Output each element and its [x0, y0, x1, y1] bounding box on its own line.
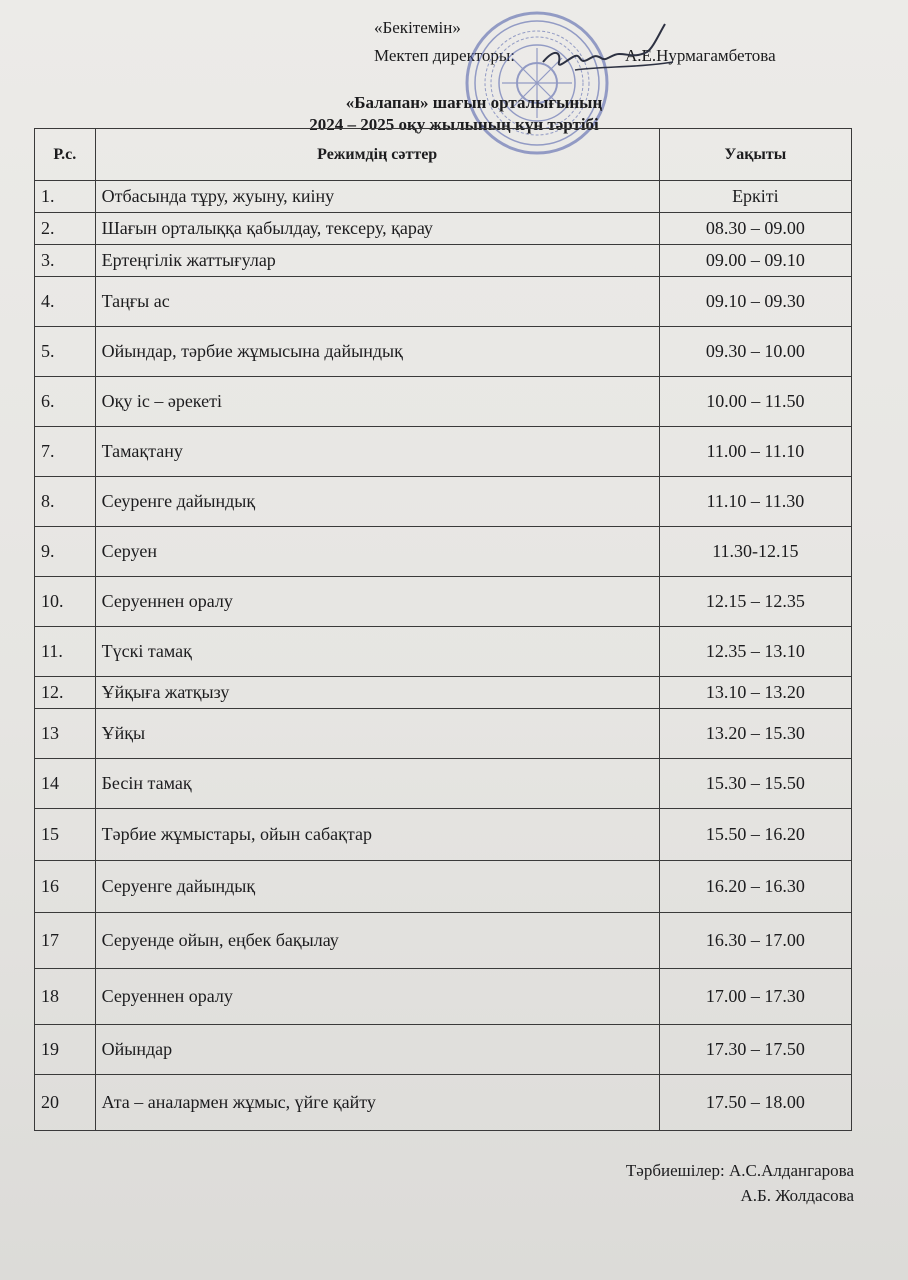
row-activity: Серуеннен оралу	[95, 969, 659, 1025]
table-row	[35, 809, 852, 861]
row-num: 2.	[35, 213, 96, 245]
row-time: 17.00 – 17.30	[659, 969, 851, 1025]
row-time: 15.50 – 16.20	[659, 809, 851, 861]
row-time: 13.10 – 13.20	[659, 677, 851, 709]
row-activity: Ата – аналармен жұмыс, үйге қайту	[95, 1075, 659, 1131]
row-time: 11.10 – 11.30	[659, 477, 851, 527]
row-activity: Ұйқыға жатқызу	[95, 677, 659, 709]
row-time: 12.35 – 13.10	[659, 627, 851, 677]
row-num: 7.	[35, 427, 96, 477]
row-time: 17.30 – 17.50	[659, 1025, 851, 1075]
teachers-line-2: А.Б. Жолдасова	[740, 1186, 854, 1205]
row-activity: Серуенге дайындық	[95, 861, 659, 913]
table-row	[35, 427, 852, 477]
row-time: 10.00 – 11.50	[659, 377, 851, 427]
row-num: 16	[35, 861, 96, 913]
row-activity: Отбасында тұру, жуыну, киіну	[95, 181, 659, 213]
row-time: 11.30-12.15	[659, 527, 851, 577]
row-num: 8.	[35, 477, 96, 527]
row-num: 17	[35, 913, 96, 969]
table-row	[35, 861, 852, 913]
row-time: 13.20 – 15.30	[659, 709, 851, 759]
row-num: 6.	[35, 377, 96, 427]
table-row	[35, 327, 852, 377]
table-row	[35, 709, 852, 759]
header-activity: Режимдің сәттер	[95, 129, 659, 181]
row-activity: Ұйқы	[95, 709, 659, 759]
row-activity: Оқу іс – әрекеті	[95, 377, 659, 427]
row-time: 15.30 – 15.50	[659, 759, 851, 809]
header-num: Р.с.	[35, 129, 96, 181]
header-time: Уақыты	[659, 129, 851, 181]
row-num: 14	[35, 759, 96, 809]
row-time: 08.30 – 09.00	[659, 213, 851, 245]
table-row	[35, 577, 852, 627]
row-num: 15	[35, 809, 96, 861]
director-label: Мектеп директоры:	[374, 46, 515, 65]
row-num: 9.	[35, 527, 96, 577]
row-num: 11.	[35, 627, 96, 677]
table-row	[35, 677, 852, 709]
row-activity: Ойындар	[95, 1025, 659, 1075]
row-num: 12.	[35, 677, 96, 709]
row-activity: Тәрбие жұмыстары, ойын сабақтар	[95, 809, 659, 861]
teachers-block	[626, 1158, 854, 1208]
director-signature-icon	[535, 18, 675, 88]
row-time: 09.00 – 09.10	[659, 245, 851, 277]
row-activity: Сеуренге дайындық	[95, 477, 659, 527]
table-row	[35, 913, 852, 969]
row-activity: Серуенде ойын, еңбек бақылау	[95, 913, 659, 969]
title-line-2: 2024 – 2025 оқу жылының күн тәртібі	[309, 115, 599, 134]
row-num: 3.	[35, 245, 96, 277]
row-num: 19	[35, 1025, 96, 1075]
row-activity: Серуен	[95, 527, 659, 577]
row-time: Еркіті	[659, 181, 851, 213]
table-row	[35, 627, 852, 677]
table-row	[35, 969, 852, 1025]
table-header-row	[35, 129, 852, 181]
row-num: 5.	[35, 327, 96, 377]
row-activity: Ертеңгілік жаттығулар	[95, 245, 659, 277]
director-name: А.Е.Нурмагамбетова	[624, 46, 776, 65]
table-row	[35, 759, 852, 809]
daily-schedule-table	[34, 128, 852, 1131]
row-num: 13	[35, 709, 96, 759]
row-time: 11.00 – 11.10	[659, 427, 851, 477]
table-row	[35, 245, 852, 277]
approve-label: «Бекітемін»	[374, 18, 461, 37]
table-row	[35, 277, 852, 327]
title-line-1: «Балапан» шағын орталығының	[345, 93, 603, 112]
row-activity: Серуеннен оралу	[95, 577, 659, 627]
row-time: 09.30 – 10.00	[659, 327, 851, 377]
row-activity: Тамақтану	[95, 427, 659, 477]
row-activity: Таңғы ас	[95, 277, 659, 327]
row-time: 12.15 – 12.35	[659, 577, 851, 627]
table-row	[35, 377, 852, 427]
row-activity: Ойындар, тәрбие жұмысына дайындық	[95, 327, 659, 377]
row-time: 09.10 – 09.30	[659, 277, 851, 327]
row-time: 16.30 – 17.00	[659, 913, 851, 969]
table-row	[35, 477, 852, 527]
row-time: 17.50 – 18.00	[659, 1075, 851, 1131]
table-row	[35, 1075, 852, 1131]
row-num: 1.	[35, 181, 96, 213]
row-num: 4.	[35, 277, 96, 327]
row-activity: Шағын орталыққа қабылдау, тексеру, қарау	[95, 213, 659, 245]
row-activity: Бесін тамақ	[95, 759, 659, 809]
table-row	[35, 527, 852, 577]
table-row	[35, 213, 852, 245]
row-num: 20	[35, 1075, 96, 1131]
row-activity: Түскі тамақ	[95, 627, 659, 677]
row-time: 16.20 – 16.30	[659, 861, 851, 913]
row-num: 18	[35, 969, 96, 1025]
row-num: 10.	[35, 577, 96, 627]
table-row	[35, 1025, 852, 1075]
table-row	[35, 181, 852, 213]
teachers-line-1: Тәрбиешілер: А.С.Алдангарова	[625, 1161, 854, 1180]
